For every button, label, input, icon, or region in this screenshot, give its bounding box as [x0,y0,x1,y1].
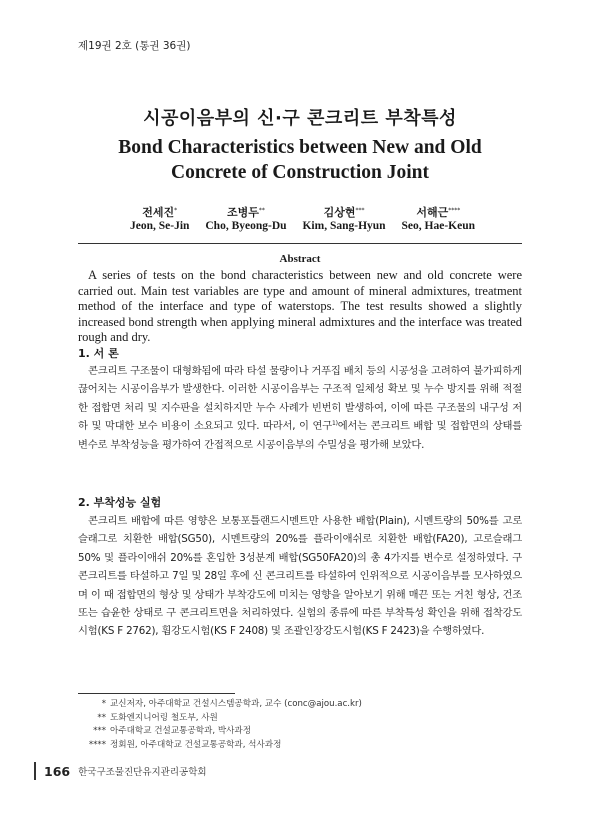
page-footer [34,762,207,780]
footnote-mark: *** [93,726,106,736]
author-list [130,204,475,232]
footnote-text: 정회원, 아주대학교 건설교통공학과, 석사과정 [110,739,282,750]
author [130,204,189,232]
footnote [84,698,362,712]
body-text-part: 콘크리트 구조물이 대형화됨에 따라 타설 물량이나 거푸집 배치 등의 시공성을 고려하여 불가피하게 끊어치는 시공이음부가 발생한다. 이러한 시공이음부는 구조적 일체성 확보 및 누수 방지를 위해 적절한 접합면 처리 및 지수판을 설치하지만 누수 사례가 빈번히 발생하여, 이에 따른 구조물의 내구성 저하 및 막대한 보수 비용이 소요되고 있다. 따라서, 이 연구 [78,365,522,433]
author-korean-name: 김상현 [323,206,356,219]
author-english-name: Seo, Hae-Keun [401,220,475,232]
journal-name: 한국구조물진단유지관리공학회 [78,767,207,778]
korean-title: 시공이음부의 신·구 콘크리트 부착특성 [143,108,457,129]
english-title-line-1: Bond Characteristics between New and Old [118,137,482,158]
footnote [84,739,362,753]
footnote-mark: **** [88,739,106,750]
section-heading: 1. 서 론 [78,347,119,360]
author [402,204,475,232]
footnote-mark: * [101,699,106,709]
issue-label: 제19권 2호 (통권 36권) [78,40,191,52]
author [302,204,385,232]
footnote-text: 교신저자, 아주대학교 건설시스템공학과, 교수 (conc@ajou.ac.kr) [110,699,362,709]
section-heading: 2. 부착성능 실험 [78,496,162,509]
footnote [84,712,362,726]
body-text-part: 에서는 콘크리트 배합 및 접합면의 상태를 변수로 부착성능을 평가하여 간접적으로 시공이음부의 수밀성을 평가해 보았다. [78,420,523,451]
abstract-heading: Abstract [279,253,321,265]
author-english-name: Cho, Byeong-Du [205,220,287,232]
author-korean-name: 조병두 [227,206,259,219]
author-mark: ** [258,207,265,214]
abstract-text: A series of tests on the bond characteristics between new and old concrete were carried out. Main test variables are type and amount of mineral admixtures, treatment method of the interface and type of waterstops. The test results showed a slightly increased bond strength when applying mineral admixtures and the interface was treated rough and dry. [78,268,522,345]
footnote-divider [78,693,235,694]
author-korean-name: 전세진 [142,206,175,219]
section-body [78,362,522,454]
divider [78,243,522,244]
reference-mark: 1) [331,420,338,428]
footnotes [84,698,362,752]
author-english-name: Jeon, Se-Jin [130,220,190,232]
author-korean-name: 서해근 [416,206,449,219]
footnote [84,725,362,739]
footnote-mark: ** [97,712,106,723]
page-number: 166 [44,763,71,779]
footer-bar [34,762,36,780]
author-english-name: Kim, Sang-Hyun [302,220,386,232]
author [205,204,286,232]
footnote-text: 아주대학교 건설교통공학과, 박사과정 [110,726,252,736]
english-title-line-2: Concrete of Construction Joint [171,162,429,183]
author-mark: *** [355,207,365,214]
footnote-text: 도화엔지니어링 철도부, 사원 [110,712,218,723]
author-mark: **** [448,207,461,214]
section-body: 콘크리트 배합에 따른 영향은 보통포틀랜드시멘트만 사용한 배합(Plain), 시멘트량의 50%를 고로슬래그로 치환한 배합(SG50), 시멘트량의 20%를 플라이애쉬로 치환한 배합(FA20), 고로슬래그 50% 및 플라이애쉬 20%를 혼입한 3성분계 배합(SG50FA20)의 총 4가지를 변수로 설정하였다. 구 콘크리트를 타설하고 7일 및 28일 후에 신 콘크리트를 타설하여 인위적으로 시공이음부를 모사하였으며 이 때 접합면의 형상 및 상태가 부착강도에 미치는 영향을 알아보기 위해 매끈 또는 거친 형상, 건조 또는 습윤한 상태로 구 콘크리트면을 처리하였다. 실험의 종류에 따른 부착특성 확인을 위해 접착강도시험(KS F 2762), 휨강도시험(KS F 2408) 및 조괄인장강도시험(KS F 2423)을 수행하였다. [78,515,522,638]
author-mark: * [174,207,178,214]
